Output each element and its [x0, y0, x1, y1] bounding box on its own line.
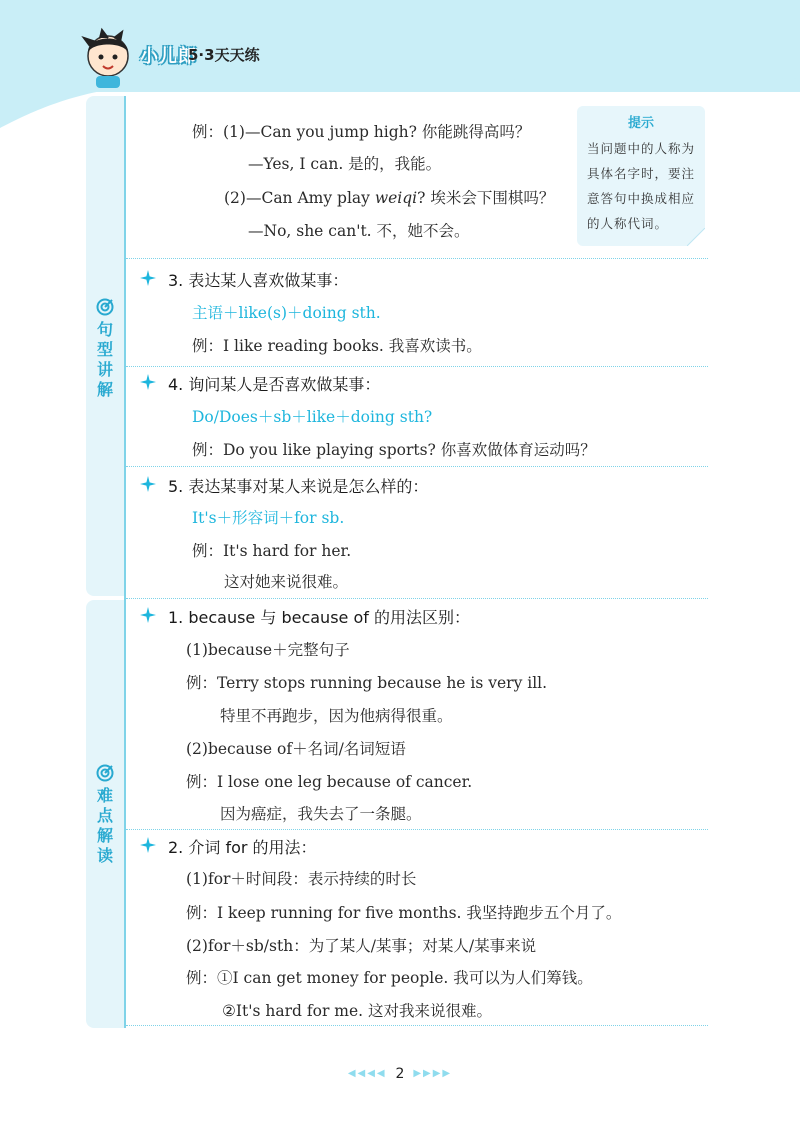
example-line: 这对她来说很难。 — [224, 573, 349, 591]
translation-line: 特里不再跑步，因为他病得很重。 — [220, 707, 453, 725]
example-line: 例：Do you like playing sports? 你喜欢做体育运动吗？ — [192, 441, 596, 459]
italic-term: weiqi — [374, 189, 418, 207]
item-heading: 5. 表达某事对某人来说是怎么样的： — [168, 477, 429, 496]
example-line: 例：I like reading books. 我喜欢读书。 — [192, 337, 482, 355]
tip-line: 当问题中的人称为 — [587, 141, 696, 156]
example-line: ②It's hard for me. 这对我来说很难。 — [222, 1002, 493, 1020]
left-arrows-icon: ◀◀◀◀ — [347, 1068, 387, 1079]
sidebar-label-text: 句型讲解 — [97, 320, 114, 399]
formula: Do/Does＋sb＋like＋doing sth? — [192, 408, 433, 426]
divider — [126, 829, 708, 830]
sidebar-label-text: 难点解读 — [97, 786, 114, 865]
brand-logo: 小儿郎 — [140, 46, 197, 67]
tip-line: 具体名字时，要注 — [587, 166, 696, 181]
tip-line: 的人称代词。 — [587, 216, 669, 231]
divider — [126, 598, 708, 599]
tip-title: 提示 — [627, 116, 654, 131]
usage-line: (2)for＋sb/sth：为了某人/某事；对某人/某事来说 — [186, 937, 537, 955]
formula: 主语＋like(s)＋doing sth. — [192, 304, 381, 322]
example-line: 例：It's hard for her. — [192, 542, 352, 560]
star-bullet-icon — [140, 374, 156, 390]
page-number: 2 — [395, 1066, 405, 1082]
divider — [126, 258, 708, 259]
example-line: —No, she can't. 不，她不会。 — [248, 222, 470, 240]
page-footer — [0, 1066, 800, 1082]
star-bullet-icon — [140, 607, 156, 623]
star-bullet-icon — [140, 837, 156, 853]
divider — [126, 366, 708, 367]
formula: It's＋形容词＋for sb. — [192, 509, 345, 527]
item-heading: 3. 表达某人喜欢做某事： — [168, 271, 349, 290]
example-line: (2)—Can Amy play weiqi? 埃米会下围棋吗？ — [224, 189, 555, 207]
item-heading: 1. because 与 because of 的用法区别： — [168, 608, 470, 627]
example-line: 例：(1)—Can you jump high? 你能跳得高吗？ — [192, 123, 531, 141]
usage-line: (1)for＋时间段：表示持续的时长 — [186, 870, 417, 888]
tip-line: 意答句中换成相应 — [587, 191, 696, 206]
usage-line: (2)because of＋名词/名词短语 — [186, 740, 406, 758]
item-heading: 4. 询问某人是否喜欢做某事： — [168, 375, 381, 394]
example-line: 例：I keep running for five months. 我坚持跑步五个月了。 — [186, 904, 622, 922]
series-title: 5·3天天练 — [188, 46, 260, 64]
example-line: 例：①I can get money for people. 我可以为人们筹钱。 — [186, 969, 593, 987]
item-heading: 2. 介词 for 的用法： — [168, 838, 317, 857]
star-bullet-icon — [140, 270, 156, 286]
example-line: 例：Terry stops running because he is very ill. — [186, 674, 548, 692]
example-line: 例：I lose one leg because of cancer. — [186, 773, 473, 791]
usage-line: (1)because＋完整句子 — [186, 641, 350, 659]
translation-line: 因为癌症，我失去了一条腿。 — [220, 805, 422, 823]
divider — [126, 1025, 708, 1026]
divider — [126, 466, 708, 467]
right-arrows-icon: ▶▶▶▶ — [413, 1068, 453, 1079]
example-line: —Yes, I can. 是的，我能。 — [248, 155, 442, 173]
star-bullet-icon — [140, 476, 156, 492]
